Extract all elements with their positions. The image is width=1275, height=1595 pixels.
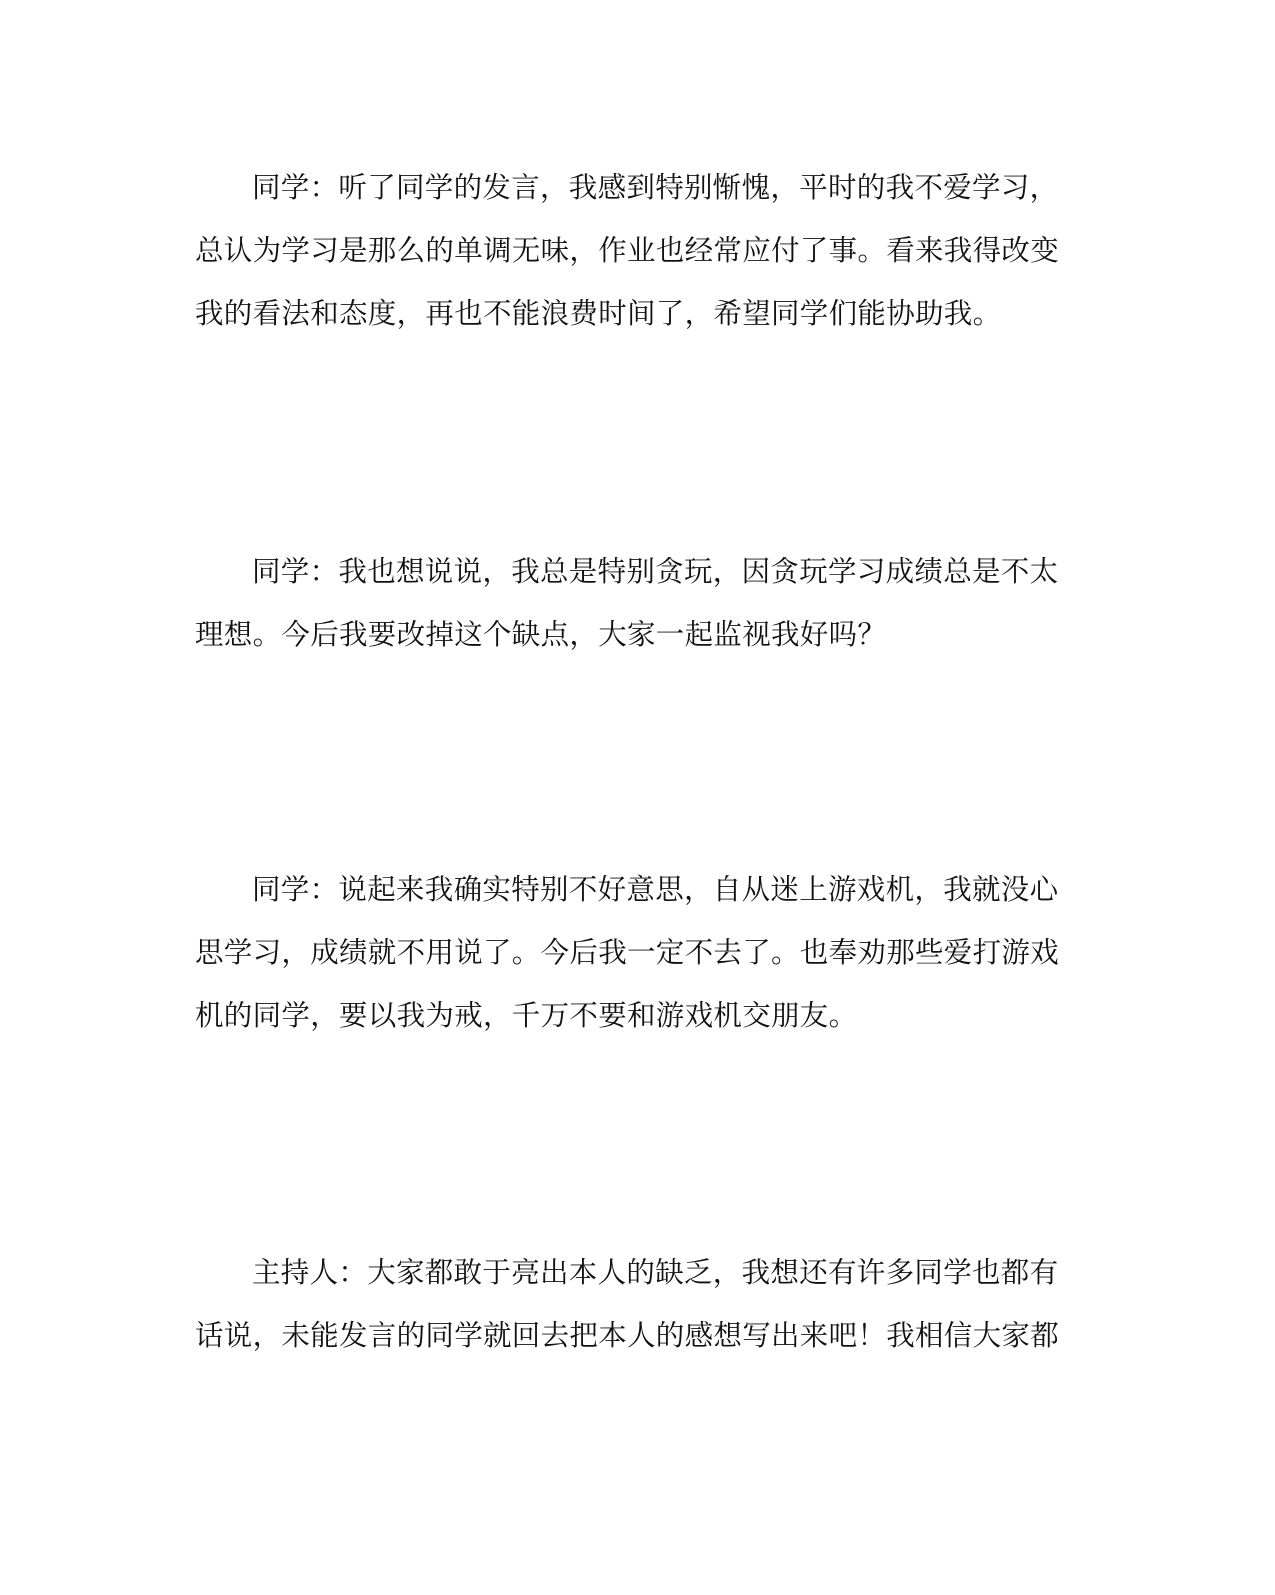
paragraph-1 (195, 156, 1065, 345)
paragraph-line: 机的同学，要以我为戒，千万不要和游戏机交朋友。 (195, 999, 858, 1032)
paragraph-line: 同学：说起来我确实特别不好意思，自从迷上游戏机，我就没心 (252, 873, 1059, 906)
paragraph-line: 主持人：大家都敢于亮出本人的缺乏，我想还有许多同学也都有 (252, 1256, 1059, 1289)
paragraph-3 (195, 858, 1065, 1047)
paragraph-line: 同学：我也想说说，我总是特别贪玩，因贪玩学习成绩总是不太 (252, 555, 1059, 588)
paragraph-line: 思学习，成绩就不用说了。今后我一定不去了。也奉劝那些爱打游戏 (195, 936, 1060, 969)
paragraph-line: 话说，未能发言的同学就回去把本人的感想写出来吧！我相信大家都 (195, 1319, 1060, 1352)
paragraph-line: 同学：听了同学的发言，我感到特别惭愧，平时的我不爱学习， (252, 171, 1059, 204)
paragraph-line: 总认为学习是那么的单调无味，作业也经常应付了事。看来我得改变 (195, 234, 1060, 267)
paragraph-line: 我的看法和态度，再也不能浪费时间了，希望同学们能协助我。 (195, 297, 1002, 330)
paragraph-line: 理想。今后我要改掉这个缺点，大家一起监视我好吗？ (195, 618, 887, 651)
paragraph-4 (195, 1241, 1065, 1367)
paragraph-2 (195, 540, 1065, 666)
